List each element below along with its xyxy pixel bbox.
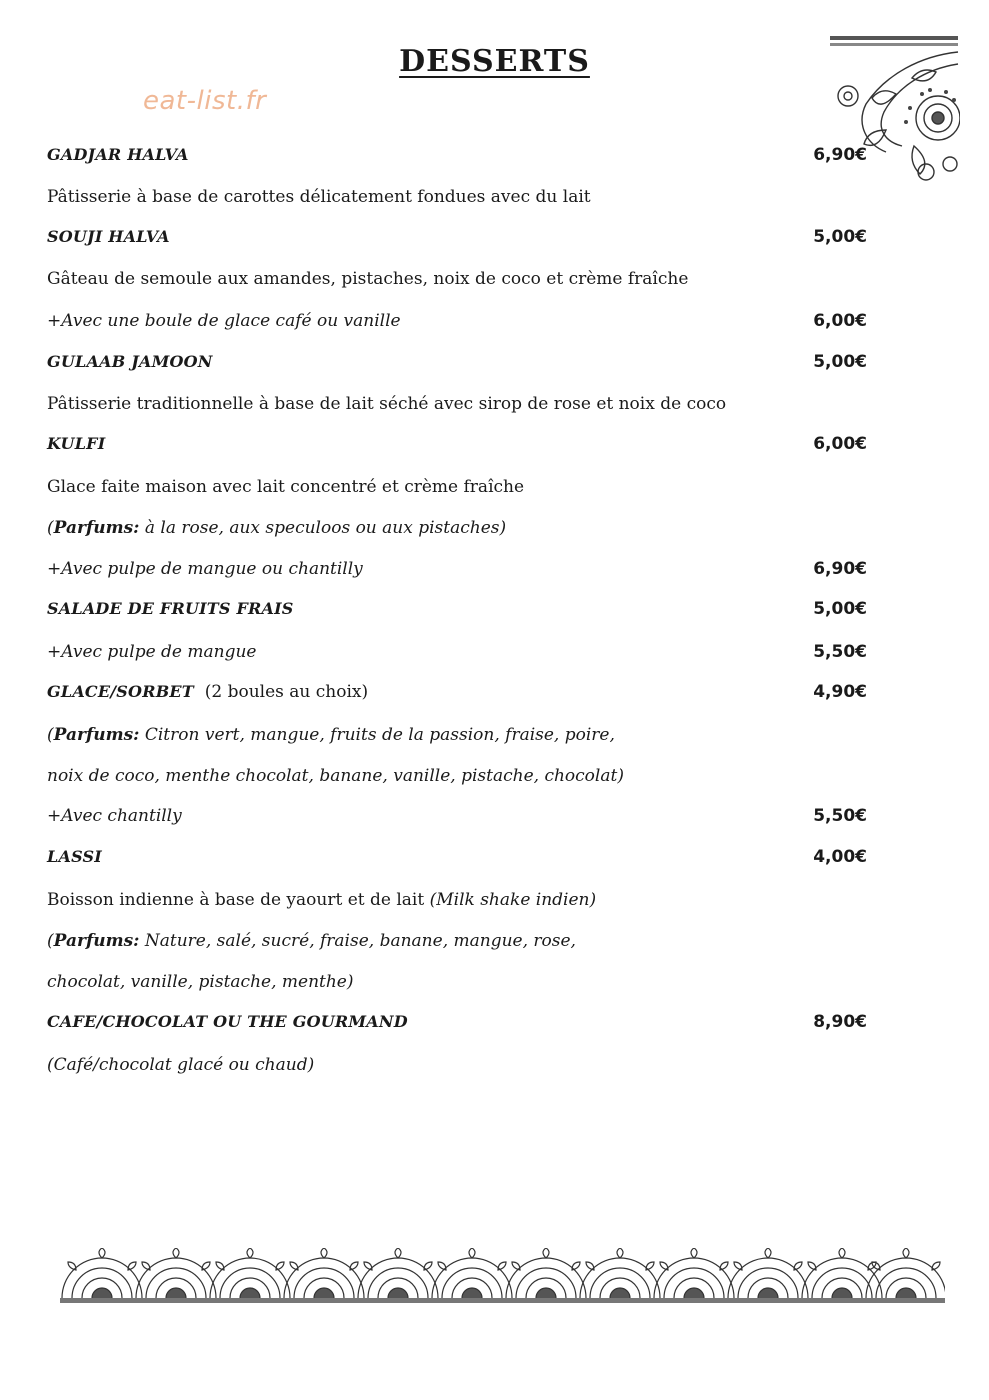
menu-item-cafe-gourmand [47, 1009, 867, 1035]
item-description [47, 887, 867, 913]
parfums-label: Parfums: [53, 518, 140, 538]
item-price: 5,00€ [813, 599, 867, 619]
item-price: 8,90€ [813, 1012, 867, 1032]
item-price: 4,90€ [813, 682, 867, 702]
parfums-list: à la rose, aux speculoos ou aux pistaches) [139, 518, 507, 538]
item-name: GADJAR HALVA [47, 145, 189, 164]
description-text: Pâtisserie traditionnelle à base de lait séché avec sirop de rose et noix de coco [47, 394, 727, 414]
item-price: 5,00€ [813, 352, 867, 372]
item-flavours-continued [47, 763, 867, 789]
item-option [47, 803, 867, 829]
parfums-list: Nature, salé, sucré, fraise, banane, mangue, rose, [139, 931, 576, 951]
item-price: 6,90€ [813, 145, 867, 165]
item-flavours [47, 928, 867, 954]
item-name: LASSI [47, 847, 102, 866]
option-price: 5,50€ [813, 642, 867, 662]
item-price: 6,00€ [813, 434, 867, 454]
parfums-label: Parfums: [53, 931, 140, 951]
parfums-label: Parfums: [53, 725, 140, 745]
description-text: (Café/chocolat glacé ou chaud) [47, 1055, 315, 1075]
item-option [47, 556, 867, 582]
item-option [47, 639, 867, 665]
option-price: 6,00€ [813, 311, 867, 331]
menu-item-gadjar-halva [47, 142, 867, 168]
menu-item-gulaab-jamoon [47, 349, 867, 375]
description-text: Boisson indienne à base de yaourt et de lait [47, 890, 430, 910]
paren-open: ( [47, 931, 54, 951]
option-price: 6,90€ [813, 559, 867, 579]
item-description [47, 184, 867, 210]
item-name: SOUJI HALVA [47, 227, 170, 246]
option-text: Avec pulpe de mangue ou chantilly [61, 559, 363, 579]
item-flavours [47, 515, 867, 541]
item-name: SALADE DE FRUITS FRAIS [47, 599, 294, 618]
item-description [47, 474, 867, 500]
item-note: (2 boules au choix) [204, 682, 369, 702]
plus-sign: + [47, 559, 62, 579]
item-option [47, 308, 867, 334]
option-text: Avec pulpe de mangue [61, 642, 257, 662]
plus-sign: + [47, 806, 62, 826]
menu-item-glace-sorbet [47, 679, 867, 705]
item-price: 5,00€ [813, 227, 867, 247]
paren-open: ( [47, 725, 54, 745]
page-title: DESSERTS [399, 44, 590, 79]
menu-item-salade-fruits [47, 596, 867, 622]
description-italic: (Milk shake indien) [429, 890, 597, 910]
option-price: 5,50€ [813, 806, 867, 826]
mandala-border-ornament [60, 1248, 945, 1306]
menu-item-souji-halva [47, 224, 867, 250]
description-text: Pâtisserie à base de carottes délicatement fondues avec du lait [47, 187, 591, 207]
parfums-list: noix de coco, menthe chocolat, banane, vanille, pistache, chocolat) [47, 766, 624, 786]
parfums-list: chocolat, vanille, pistache, menthe) [47, 972, 354, 992]
parfums-list: Citron vert, mangue, fruits de la passion, fraise, poire, [139, 725, 615, 745]
option-text: Avec une boule de glace café ou vanille [61, 311, 401, 331]
item-price: 4,00€ [813, 847, 867, 867]
menu-item-kulfi [47, 431, 867, 457]
item-name: GLACE/SORBET [47, 682, 194, 701]
item-name: CAFE/CHOCOLAT OU THE GOURMAND [47, 1012, 408, 1031]
item-name: GULAAB JAMOON [47, 352, 213, 371]
watermark: eat-list.fr [143, 86, 267, 116]
description-text: Glace faite maison avec lait concentré et crème fraîche [47, 477, 525, 497]
option-text: Avec chantilly [61, 806, 182, 826]
item-name: KULFI [47, 434, 106, 453]
item-flavours-continued [47, 969, 867, 995]
menu-item-lassi [47, 844, 867, 870]
plus-sign: + [47, 642, 62, 662]
item-description [47, 391, 867, 417]
description-text: Gâteau de semoule aux amandes, pistaches, noix de coco et crème fraîche [47, 269, 689, 289]
plus-sign: + [47, 311, 62, 331]
item-description [47, 1052, 867, 1078]
paren-open: ( [47, 518, 54, 538]
item-description [47, 266, 867, 292]
item-flavours [47, 722, 867, 748]
